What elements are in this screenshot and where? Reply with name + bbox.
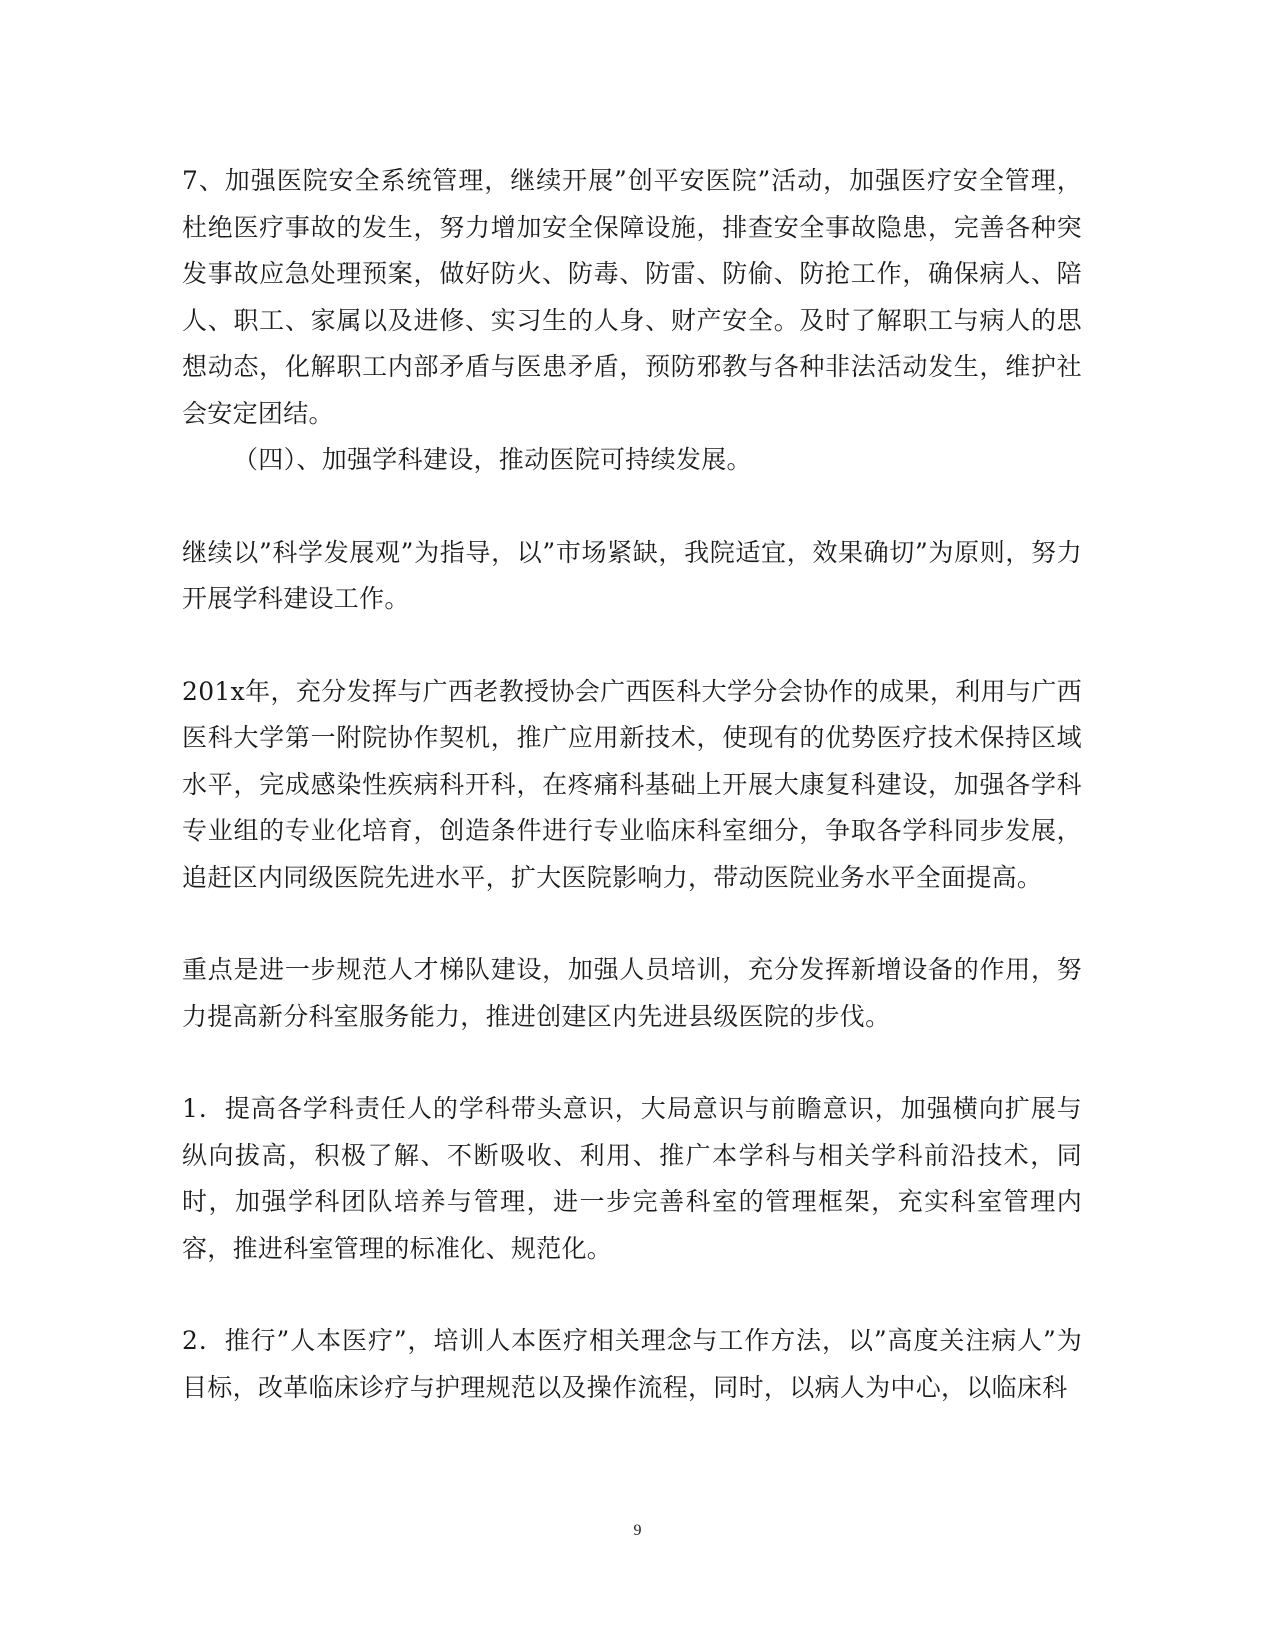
paragraph-spacer [182, 484, 1082, 530]
document-body [182, 158, 1082, 1411]
paragraph-cooperation-results: 201x年，充分发挥与广西老教授协会广西医科大学分会协作的成果，利用与广西医科大学第一附院协作契机，推广应用新技术，使现有的优势医疗技术保持区域水平，完成感染性疾病科开科，在疼痛科基础上开展大康复科建设，加强各学科专业组的专业化培育，创造条件进行专业临床科室细分，争取各学科同步发展，追赶区内同级医院先进水平，扩大医院影响力，带动医院业务水平全面提高。 [182, 676, 1082, 892]
paragraph-safety-management: 7、加强医院安全系统管理，继续开展”创平安医院”活动，加强医疗安全管理，杜绝医疗事故的发生，努力增加安全保障设施，排查安全事故隐患，完善各种突发事故应急处理预案，做好防火、防毒、防雷、防偷、防抢工作，确保病人、陪人、职工、家属以及进修、实习生的人身、财产安全。及时了解职工与病人的思想动态，化解职工内部矛盾与医患矛盾，预防邪教与各种非法活动发生，维护社会安定团结。 [182, 166, 1082, 428]
list-item-1-discipline-leaders: 1．提高各学科责任人的学科带头意识，大局意识与前瞻意识，加强横向扩展与纵向拔高，积极了解、不断吸收、利用、推广本学科与相关学科前沿技术，同时，加强学科团队培养与管理，进一步完善科室的管理框架，充实科室管理内容，推进科室管理的标准化、规范化。 [182, 1094, 1082, 1263]
paragraph-spacer [182, 1272, 1082, 1318]
paragraph-spacer [182, 1040, 1082, 1086]
section-heading-discipline-construction: （四）、加强学科建设，推动医院可持续发展。 [233, 445, 752, 474]
paragraph-spacer [182, 623, 1082, 669]
page-number: 9 [633, 1522, 642, 1539]
paragraph-spacer [182, 901, 1082, 947]
paragraph-scientific-development: 继续以”科学发展观”为指导，以”市场紧缺，我院适宜，效果确切”为原则，努力开展学科建设工作。 [182, 537, 1082, 613]
paragraph-talent-echelon: 重点是进一步规范人才梯队建设，加强人员培训，充分发挥新增设备的作用，努力提高新分科室服务能力，推进创建区内先进县级医院的步伐。 [182, 955, 1082, 1031]
list-item-2-humanistic-care: 2．推行”人本医疗”，培训人本医疗相关理念与工作方法，以”高度关注病人”为目标，改革临床诊疗与护理规范以及操作流程，同时，以病人为中心，以临床科 [182, 1326, 1082, 1402]
